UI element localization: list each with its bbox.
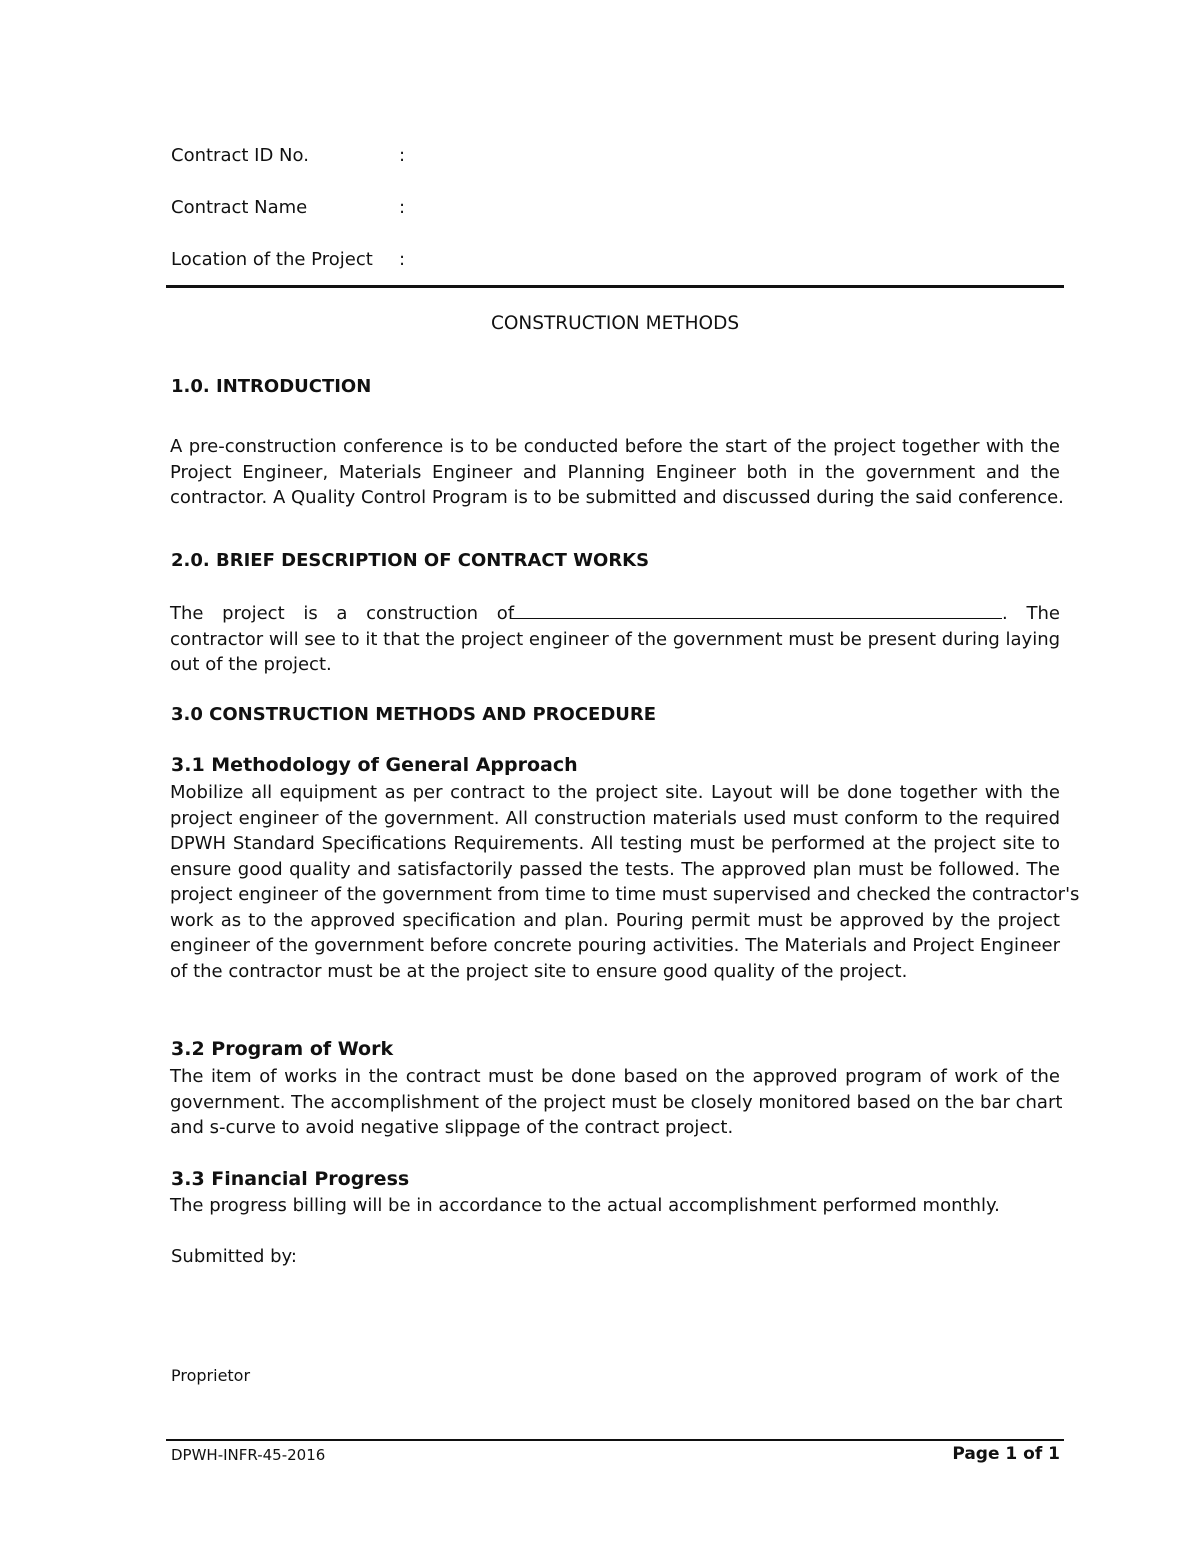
paragraph-line: project engineer of the government from time to time must supervised and checked the contractor's [170,884,1080,905]
paragraph-line: project engineer of the government. All construction materials used must conform to the required [170,807,1060,829]
paragraph-line: and s-curve to avoid negative slippage of the contract project. [170,1117,734,1138]
paragraph-line: DPWH Standard Specifications Requirements. All testing must be performed at the project site to [170,833,1060,854]
methodology-paragraph [170,780,1080,984]
paragraph-line: out of the project. [170,654,332,675]
section-heading-brief-description: 2.0. BRIEF DESCRIPTION OF CONTRACT WORKS [171,550,650,571]
contract-name-separator: : [399,197,406,218]
paragraph-line: work as to the approved specification and plan. Pouring permit must be approved by the project [170,909,1060,931]
paragraph-line: of the contractor must be at the project site to ensure good quality of the project. [170,960,908,982]
paragraph-line-with-blank: The project is a construction of . The [170,600,1060,627]
page-number: Page 1 of 1 [952,1444,1060,1464]
paragraph-line: Project Engineer, Materials Engineer and Planning Engineer both in the government and the [170,461,1060,483]
paragraph-line: contractor. A Quality Control Program is to be submitted and discussed during the said conference. [170,487,1064,508]
signatory-title: Proprietor [171,1366,251,1385]
project-location-separator: : [399,249,406,270]
project-location-label: Location of the Project [171,249,373,270]
introduction-paragraph [170,434,1064,511]
section-heading-construction-methods: 3.0 CONSTRUCTION METHODS AND PROCEDURE [171,704,657,725]
footer-divider [166,1439,1064,1441]
document-code: DPWH-INFR-45-2016 [171,1446,326,1464]
submitted-by-label: Submitted by: [171,1246,297,1267]
brief-description-paragraph [170,600,1060,678]
paragraph-line: The item of works in the contract must be done based on the approved program of work of the [170,1066,1060,1087]
paragraph-line: ensure good quality and satisfactorily passed the tests. The approved plan must be followed. The [170,858,1060,880]
paragraph-line: Mobilize all equipment as per contract to the project site. Layout will be done together with the [170,782,1060,803]
header-divider [166,285,1064,288]
paragraph-line: government. The accomplishment of the project must be closely monitored based on the bar chart [170,1091,1063,1113]
paragraph-line: A pre-construction conference is to be conducted before the start of the project together with the [170,436,1060,457]
paragraph-line: contractor will see to it that the project engineer of the government must be present during laying [170,628,1061,650]
contract-id-separator: : [399,145,406,166]
document-title: CONSTRUCTION METHODS [490,313,740,334]
subsection-heading-program-of-work: 3.2 Program of Work [171,1038,394,1060]
financial-progress-paragraph [170,1193,1060,1219]
contract-id-label: Contract ID No. [171,145,309,166]
program-of-work-paragraph [170,1064,1063,1141]
paragraph-line: engineer of the government before concrete pouring activities. The Materials and Project Engineer [170,935,1060,956]
construction-description-blank[interactable] [510,600,1002,619]
subsection-heading-methodology: 3.1 Methodology of General Approach [171,754,578,776]
paragraph-line: The progress billing will be in accordance to the actual accomplishment performed monthly. [170,1195,1000,1216]
section-heading-introduction: 1.0. INTRODUCTION [171,376,372,397]
subsection-heading-financial-progress: 3.3 Financial Progress [171,1168,410,1190]
contract-name-label: Contract Name [171,197,308,218]
